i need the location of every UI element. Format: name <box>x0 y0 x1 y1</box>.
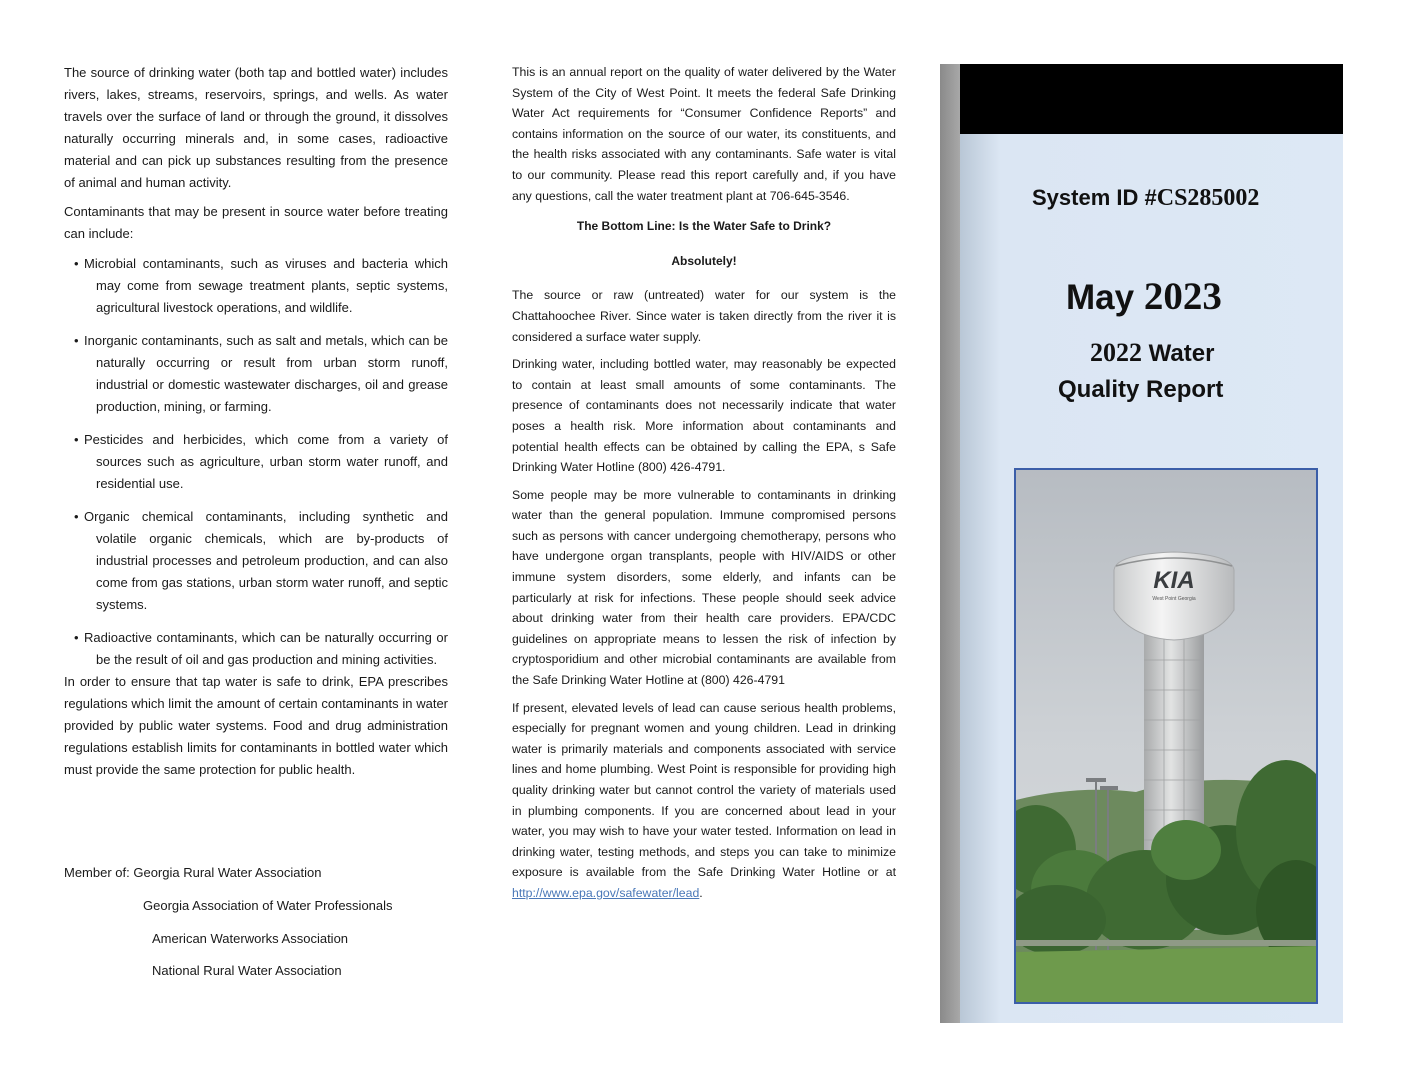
bullet-icon: • <box>74 432 79 447</box>
system-id: System ID #CS285002 <box>1032 185 1260 211</box>
cover-panel <box>940 64 1343 1023</box>
bullet-icon: • <box>74 509 79 524</box>
bullet-icon: • <box>74 333 79 348</box>
contaminant-list <box>64 253 448 671</box>
tower-caption-text: West Point Georgia <box>1152 596 1196 602</box>
intro-paragraph: The source of drinking water (both tap and bottled water) includes rivers, lakes, streams, reservoirs, springs, and wells. As water travels over the surface of land or through the ground, it dissolves naturally occurring minerals and, in some cases, radioactive material and can pick up substances resulting from the presence of animal and human activity. <box>64 65 448 190</box>
tower-logo-text: KIA <box>1153 567 1195 594</box>
water-tower-photo <box>1014 468 1318 1004</box>
report-title-line2: Quality Report <box>1058 376 1224 403</box>
source-paragraph: The source or raw (untreated) water for our system is the Chattahoochee River. Since water is taken directly from the river it is considered a surface water supply. <box>512 288 896 344</box>
left-column <box>64 62 448 788</box>
member-item: American Waterworks Association <box>152 931 349 946</box>
bullet-icon: • <box>74 256 79 271</box>
middle-column <box>512 62 896 911</box>
contaminants-intro: Contaminants that may be present in source water before treating can include: <box>64 204 448 241</box>
vulnerable-paragraph: Some people may be more vulnerable to contaminants in drinking water than the general population. Immune compromised persons such as persons with cancer undergoing chemotherapy, persons who have undergone organ transplants, people with HIV/AIDS or other immune system disorders, some elderly, and infants can be particularly at risk for infections. These people should seek advice about drinking water from their health care providers. EPA/CDC guidelines on appropriate means to lessen the risk of infection by cryptosporidium and other microbial contaminants are available from the Safe Drinking Water Hotline at (800) 426-4791 <box>512 487 896 688</box>
bottom-line-heading: The Bottom Line: Is the Water Safe to Drink? <box>576 219 832 234</box>
epa-lead-link[interactable]: http://www.epa.gov/safewater/lead <box>512 885 700 900</box>
list-item: • Radioactive contaminants, which can be naturally occurring or be the result of oil and gas production and mining activities. <box>64 627 448 671</box>
annual-report-paragraph: This is an annual report on the quality of water delivered by the Water System of the City of West Point. It meets the federal Safe Drinking Water Act requirements for “Consumer Confidence Reports” and contains information on the source of our water, its constituents, and the health risks associated with any contaminants. Safe water is vital to our community. Please read this report carefully and, if you have any questions, call the water treatment plant at 706-645-3546. <box>512 65 896 203</box>
list-item: • Pesticides and herbicides, which come from a variety of sources such as agriculture, urban storm water runoff, and residential use. <box>64 429 448 495</box>
member-label: Member of: Georgia Rural Water Association <box>64 865 322 880</box>
water-tower-illustration <box>1016 470 1316 1002</box>
cover-header-bar <box>960 64 1343 134</box>
bullet-icon: • <box>74 630 79 645</box>
epa-paragraph: In order to ensure that tap water is safe to drink, EPA prescribes regulations which limit the amount of certain contaminants in water provided by public water systems. Food and drug administration regulations establish limits for contaminants in bottled water which must provide the same protection for public health. <box>64 674 448 777</box>
lead-paragraph: If present, elevated levels of lead can cause serious health problems, especially for pregnant women and young children. Lead in drinking water is primarily materials and components associated with service lines and home plumbing. West Point is responsible for providing high quality drinking water but cannot control the variety of materials used in plumbing components. If you are concerned about lead in your water, you may wish to have your water tested. Information on lead in drinking water, testing methods, and steps you can take to minimize exposure is available from the Safe Drinking Water Hotline or at http://www.epa.gov/safewater/lead. <box>512 700 896 900</box>
drinking-water-paragraph: Drinking water, including bottled water, may reasonably be expected to contain at least small amounts of some contaminants. The presence of contaminants does not necessarily indicate that water poses a health risk. More information about contaminants and potential health effects can be obtained by calling the EPA, s Safe Drinking Water Hotline (800) 426-4791. <box>512 357 896 475</box>
member-item: National Rural Water Association <box>152 963 342 978</box>
list-item: • Inorganic contaminants, such as salt and metals, which can be naturally occurring or result from urban storm runoff, industrial or domestic wastewater discharges, oil and grease production, mining, or farming. <box>64 330 448 418</box>
cover-shadow-strip <box>940 64 960 1023</box>
absolutely-heading: Absolutely! <box>671 253 737 268</box>
member-item: Georgia Association of Water Professionals <box>143 898 393 913</box>
report-date: May 2023 <box>1066 275 1222 318</box>
report-title-line1: 2022 Water <box>1090 338 1215 367</box>
list-item: • Microbial contaminants, such as viruses and bacteria which may come from sewage treatment plants, septic systems, agricultural livestock operations, and wildlife. <box>64 253 448 319</box>
list-item: • Organic chemical contaminants, including synthetic and volatile organic chemicals, which are by-products of industrial processes and petroleum production, and can also come from gas stations, urban storm water runoff, and septic systems. <box>64 506 448 616</box>
